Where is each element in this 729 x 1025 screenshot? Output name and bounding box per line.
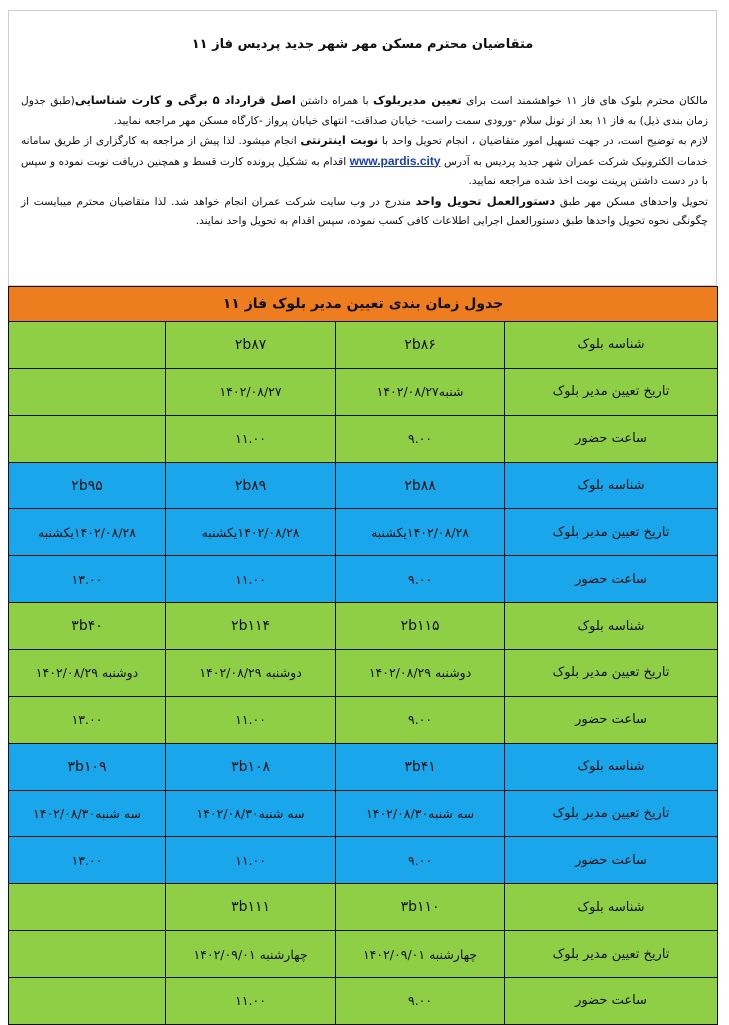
attendance-time-cell [9, 415, 166, 462]
p2-text-1: لازم به توضیح است، در جهت تسهیل امور متقاضیان ، انجام تحویل واحد با [378, 135, 708, 147]
row-label-attendance-time: ساعت حضور [505, 556, 718, 603]
p1-text-1: مالکان محترم بلوک های فاز ۱۱ خواهشمند است برای [461, 95, 708, 107]
row-label-block-id: شناسه بلوک [505, 603, 718, 650]
block-id-cell: ۳b۴۰ [9, 603, 166, 650]
row-label-manager-date: تاریخ تعیین مدیر بلوک [505, 650, 718, 697]
manager-date-cell: دوشنبه ۱۴۰۲/۰۸/۲۹ [9, 650, 166, 697]
notice-title: متقاضیان محترم مسکن مهر شهر جدید پردیس فاز ۱۱ [191, 37, 534, 52]
row-label-manager-date: تاریخ تعیین مدیر بلوک [505, 509, 718, 556]
attendance-time-cell: ۱۱.۰۰ [166, 837, 336, 884]
row-label-attendance-time: ساعت حضور [505, 837, 718, 884]
manager-date-cell: دوشنبه ۱۴۰۲/۰۸/۲۹ [336, 650, 505, 697]
p3-text-2: مندرج در وب سایت شرکت عمران انجام خواهد شد. لذا متقاضیان محترم میبایست از چگونگی نحوه تحویل واحدها طبق دستورالعمل اجرایی اطلاعات کافی کسب نموده، سپس اقدام به تحویل واحد نمایند. [21, 195, 708, 227]
row-label-block-id: شناسه بلوک [505, 884, 718, 931]
row-label-block-id: شناسه بلوک [505, 743, 718, 790]
attendance-time-cell: ۹.۰۰ [336, 415, 505, 462]
table-title: جدول زمان بندی تعیین مدیر بلوک فاز ۱۱ [9, 287, 718, 322]
block-id-cell: ۲b۸۹ [166, 462, 336, 509]
manager-date-cell: ۱۴۰۲/۰۸/۲۷ [166, 368, 336, 415]
manager-date-cell: سه شنبه۱۴۰۲/۰۸/۳۰ [336, 790, 505, 837]
p2-text-3: اقدام به تشکیل پرونده کارت قسط و همچنین دریافت نوبت نموده و سپس با در دست داشتن پرینت نوبت اخذ شده مراجعه نمایید. [21, 155, 708, 187]
block-id-cell [9, 884, 166, 931]
manager-date-cell [9, 368, 166, 415]
table-row [9, 556, 718, 603]
notice-paragraph-2 [21, 131, 708, 192]
notice-box [8, 10, 717, 286]
block-id-cell: ۲b۸۶ [336, 322, 505, 369]
block-id-cell: ۳b۱۰۸ [166, 743, 336, 790]
row-label-attendance-time: ساعت حضور [505, 696, 718, 743]
block-id-cell: ۲b۹۵ [9, 462, 166, 509]
block-id-cell [9, 322, 166, 369]
table-row [9, 415, 718, 462]
attendance-time-cell: ۱۱.۰۰ [166, 696, 336, 743]
block-id-cell: ۲b۸۸ [336, 462, 505, 509]
row-label-block-id: شناسه بلوک [505, 462, 718, 509]
p1-text-2: با همراه داشتن [295, 95, 374, 107]
attendance-time-cell: ۱۳.۰۰ [9, 696, 166, 743]
table-row [9, 462, 718, 509]
row-label-manager-date: تاریخ تعیین مدیر بلوک [505, 931, 718, 978]
table-row [9, 603, 718, 650]
p1-bold-manager: تعیین مدیربلوک [373, 93, 462, 107]
notice-body [21, 91, 708, 232]
manager-date-cell: چهارشنبه ۱۴۰۲/۰۹/۰۱ [336, 931, 505, 978]
attendance-time-cell: ۹.۰۰ [336, 978, 505, 1025]
block-id-cell: ۳b۱۰۹ [9, 743, 166, 790]
manager-date-cell: ۱۴۰۲/۰۸/۲۸یکشنبه [166, 509, 336, 556]
p3-bold-instructions: دستورالعمل تحویل واحد [415, 193, 556, 208]
table-row [9, 884, 718, 931]
p2-text-2: انجام میشود. لذا پیش از مراجعه به کارگزاری از طریق سامانه خدمات الکترونیک شرکت عمران شهر جدید پردیس به آدرس [21, 135, 708, 168]
table-row [9, 837, 718, 884]
manager-date-cell [9, 931, 166, 978]
attendance-time-cell: ۹.۰۰ [336, 837, 505, 884]
manager-date-cell: چهارشنبه ۱۴۰۲/۰۹/۰۱ [166, 931, 336, 978]
row-label-block-id: شناسه بلوک [505, 322, 718, 369]
block-id-cell: ۲b۱۱۴ [166, 603, 336, 650]
manager-date-cell: سه شنبه۱۴۰۲/۰۸/۳۰ [9, 790, 166, 837]
row-label-manager-date: تاریخ تعیین مدیر بلوک [505, 368, 718, 415]
table-row [9, 650, 718, 697]
block-id-cell: ۳b۱۱۰ [336, 884, 505, 931]
row-label-attendance-time: ساعت حضور [505, 978, 718, 1025]
schedule-table [8, 286, 718, 1025]
p3-text-1: تحویل واحدهای مسکن مهر طبق [555, 195, 709, 208]
manager-date-cell: شنبه۱۴۰۲/۰۸/۲۷ [336, 368, 505, 415]
p2-bold-online: نوبت اینترنتی [300, 133, 379, 147]
block-id-cell: ۳b۱۱۱ [166, 884, 336, 931]
attendance-time-cell: ۱۱.۰۰ [166, 978, 336, 1025]
manager-date-cell: دوشنبه ۱۴۰۲/۰۸/۲۹ [166, 650, 336, 697]
notice-paragraph-1 [21, 91, 708, 131]
row-label-manager-date: تاریخ تعیین مدیر بلوک [505, 790, 718, 837]
block-id-cell: ۲b۱۱۵ [336, 603, 505, 650]
table-row [9, 931, 718, 978]
website-link[interactable]: www.pardis.city [349, 153, 441, 168]
attendance-time-cell: ۹.۰۰ [336, 556, 505, 603]
attendance-time-cell: ۱۳.۰۰ [9, 837, 166, 884]
manager-date-cell: ۱۴۰۲/۰۸/۲۸یکشنبه [336, 509, 505, 556]
attendance-time-cell: ۱۳.۰۰ [9, 556, 166, 603]
manager-date-cell: ۱۴۰۲/۰۸/۲۸یکشنبه [9, 509, 166, 556]
p1-text-3: (طبق جدول زمان بندی ذیل) به فاز ۱۱ بعد از تونل سلام -ورودی سمت راست- خیابان صداقت- انتهای خیابان پرواز -کارگاه مسکن مهر مراجعه نمایید. [21, 95, 708, 127]
block-id-cell: ۳b۴۱ [336, 743, 505, 790]
table-title-row [9, 287, 718, 322]
attendance-time-cell [9, 978, 166, 1025]
notice-paragraph-3 [21, 192, 708, 232]
attendance-time-cell: ۱۱.۰۰ [166, 556, 336, 603]
table-row [9, 790, 718, 837]
table-row [9, 743, 718, 790]
table-row [9, 322, 718, 369]
block-id-cell: ۲b۸۷ [166, 322, 336, 369]
table-row [9, 696, 718, 743]
table-row [9, 368, 718, 415]
table-row [9, 978, 718, 1025]
attendance-time-cell: ۱۱.۰۰ [166, 415, 336, 462]
attendance-time-cell: ۹.۰۰ [336, 696, 505, 743]
table-row [9, 509, 718, 556]
p1-bold-documents: اصل قرارداد ۵ برگی و کارت شناسایی [74, 93, 296, 107]
manager-date-cell: سه شنبه۱۴۰۲/۰۸/۳۰ [166, 790, 336, 837]
row-label-attendance-time: ساعت حضور [505, 415, 718, 462]
